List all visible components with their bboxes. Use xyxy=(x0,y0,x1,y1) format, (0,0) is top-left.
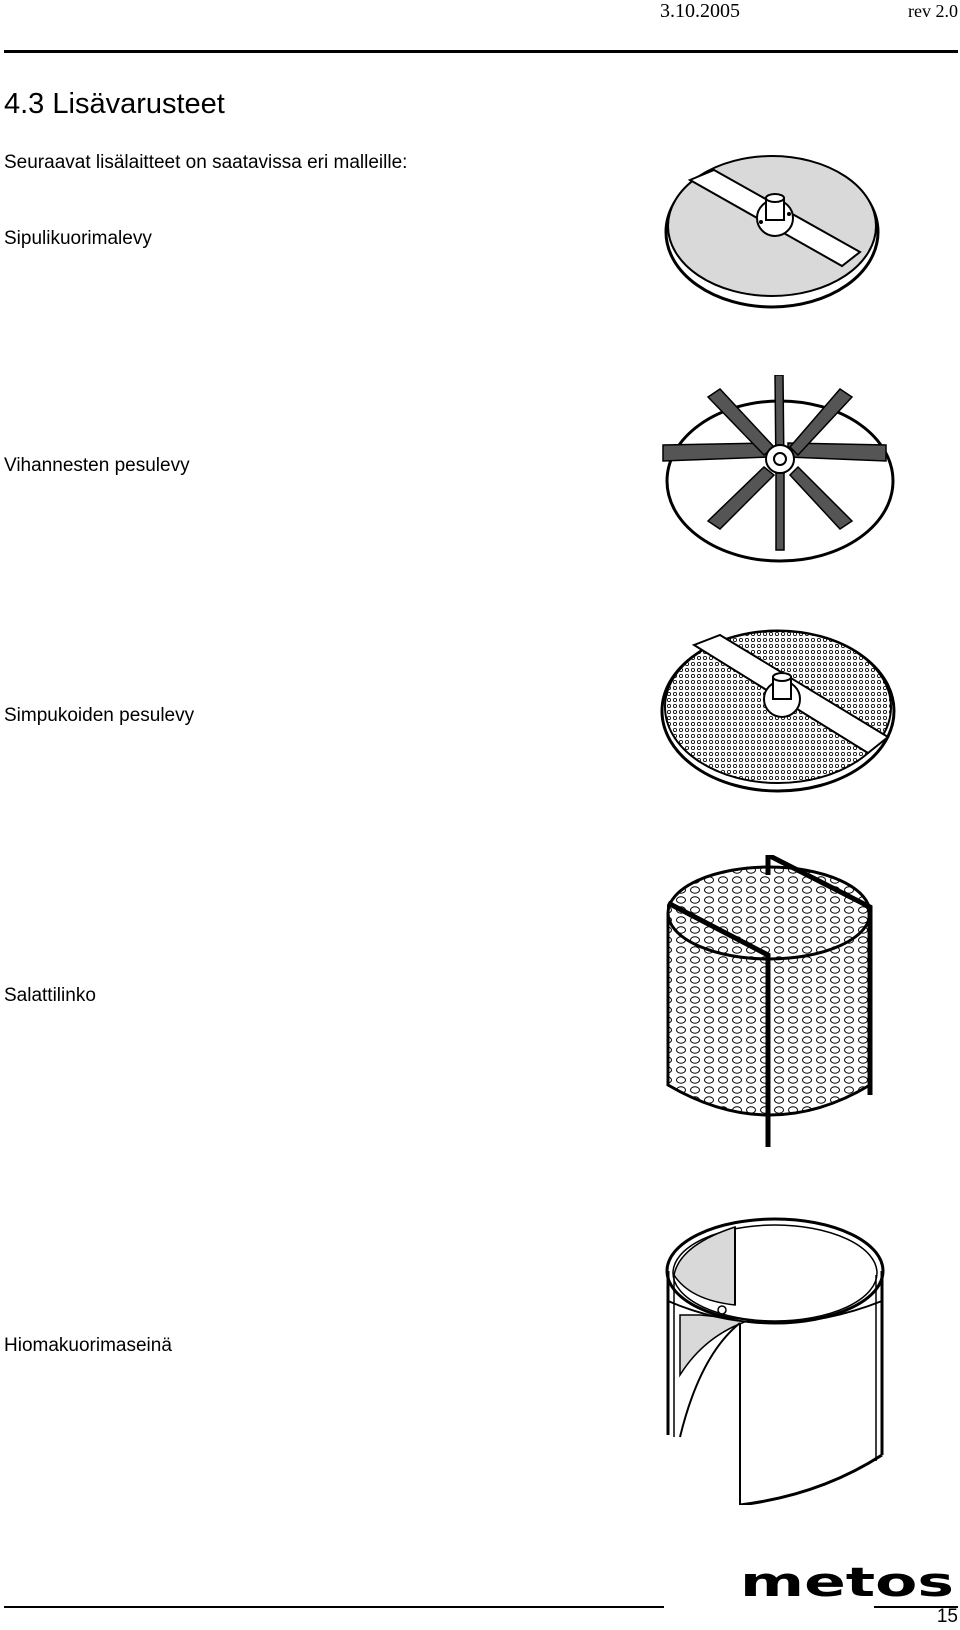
vegetable-washing-disc-icon xyxy=(660,375,900,575)
mussel-washing-disc-icon xyxy=(660,625,900,805)
page-number: 15 xyxy=(936,1606,958,1627)
header-date: 3.10.2005 xyxy=(660,0,740,22)
header-divider xyxy=(4,50,958,53)
intro-text: Seuraavat lisälaitteet on saatavissa eri malleille: xyxy=(4,152,408,173)
salad-spinner-basket-icon xyxy=(660,855,900,1155)
onion-peeler-disc-icon xyxy=(660,150,890,320)
item-label-salad-spinner-basket: Salattilinko xyxy=(4,985,96,1006)
item-label-abrasive-peeler-wall: Hiomakuorimaseinä xyxy=(4,1335,172,1356)
item-label-mussel-washing-disc: Simpukoiden pesulevy xyxy=(4,705,195,726)
footer-divider xyxy=(4,1606,664,1608)
page-title: 4.3 Lisävarusteet xyxy=(4,88,225,120)
item-label-onion-peeler-disc: Sipulikuorimalevy xyxy=(4,228,152,249)
brand-text: metos xyxy=(740,1566,954,1602)
item-label-vegetable-washing-disc: Vihannesten pesulevy xyxy=(4,455,190,476)
metos-logo xyxy=(740,1566,958,1607)
abrasive-peeler-wall-icon xyxy=(660,1205,900,1505)
header-revision: rev 2.0 xyxy=(908,1,958,21)
